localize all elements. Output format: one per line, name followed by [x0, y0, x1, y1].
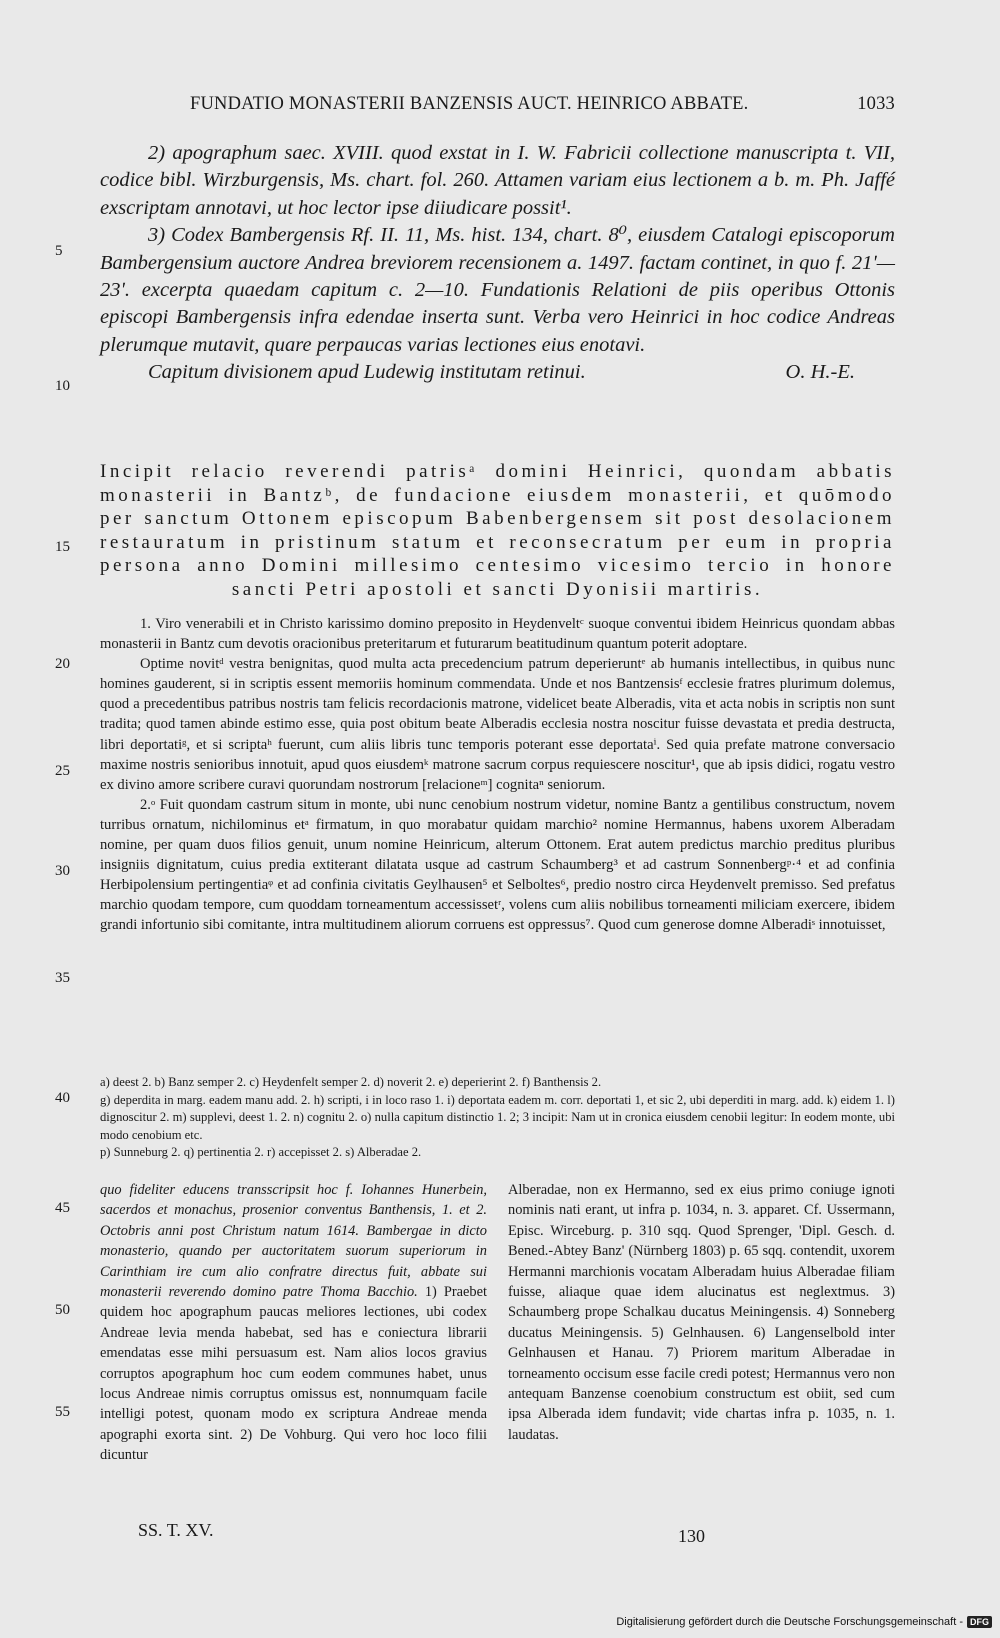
digitization-credit — [616, 1616, 992, 1628]
editor-introduction — [100, 140, 895, 387]
text-paragraph: Optime novitᵈ vestra benignitas, quod multa acta precedencium patrum deperieruntᵉ ab humanis intellectibus, in quibus nunc homines gauderent, si in scriptis essent memoriis hominum commendata. Unde et nos Bantzensisᶠ ecclesie fratres plurimum dolemus, quod a precedentibus patribus nostris tam felicis recordacionis matrone, videlicet beate Alberadis, vita et acta nobis in scriptis non sunt tradita; quod tamen abinde estimo esse, quia post obitum beate Alberadis ecclesia nostra noscitur fuisse devastata et predia destructa, libri deportatiᵍ, et si scriptaʰ fuerunt, cum aliis libris tunc temporis poterant esse deportataⁱ. Sed quia prefate matrone conversacio maxime nostris senioribus innotuit, apud quos eiusdemᵏ matrone sacrum corpus requiescere noscitur¹, que ab ipsis didici, rogatu vestro ex divino amore scribere curavi quorundam nostrorum [relacioneᵐ] cognitaⁿ seniorum. — [100, 656, 895, 793]
commentary-italic-text: quo fideliter educens transscripsit hoc f. Iohannes Hunerbein, sacerdos et monachus, prosenior conventus Banthensis, 1. et 2. Octobris anni post Christum natum 1614. Bambergae in dicto monasterio, quando per auctoritatem suorum superiorum in Carinthiam ire cum alio confratre directus fuit, abbate sui monasterii reverendo domino patre Thoma Bacchio. — [100, 1182, 487, 1301]
credit-text: Digitalisierung gefördert durch die Deutsche Forschungsgemeinschaft - — [616, 1616, 963, 1628]
intro-signoff — [100, 359, 895, 386]
line-number: 25 — [55, 763, 70, 779]
header-page-number: 1033 — [857, 94, 895, 114]
header-title: FUNDATIO MONASTERII BANZENSIS AUCT. HEINRICO ABBATE. — [190, 94, 749, 114]
main-text — [100, 614, 895, 936]
editor-signature: O. H.-E. — [785, 361, 855, 384]
commentary-notes — [100, 1180, 895, 1466]
line-number: 35 — [55, 970, 70, 986]
footnote-line: a) deest 2. b) Banz semper 2. c) Heydenfelt semper 2. d) noverit 2. e) deperierint 2. f) Banthensis 2. — [100, 1075, 602, 1089]
commentary-left-column — [100, 1180, 487, 1466]
incipit-heading: Incipit relacio reverendi patrisᵃ domini Heinrici, quondam abbatis monasterii in Bantzᵇ, de fundacione eiusdem monasterii, et quōmodo per sanctum Ottonem episcopum Babenbergensem sit post desolacionem restauratum in pristinum statum et reconsecratum per eum in propria persona anno Domini millesimo centesimo vicesimo tercio in honore sancti Petri apostoli et sancti Dyonisii martiris. — [100, 461, 895, 600]
commentary-right-column — [508, 1180, 895, 1466]
line-number: 5 — [55, 243, 63, 259]
commentary-text: 1) Praebet quidem hoc apographum paucas meliores lectiones, ubi codex Andreae levia menda habebat, sed has e coniectura librarii emendatas esse mihi persuasum est. Nam alios locos gravius corruptos apographum hoc cum eodem communes habet, unus locus Andreae nimis corruptus omissus est, nonnumquam facile intelligi potest, quonam modo ex scriptura Andreae menda apographi exorta sint. 2) De Vohburg. Qui vero hoc loco filii dicuntur — [100, 1284, 487, 1464]
text-paragraph: 2.ᵒ Fuit quondam castrum situm in monte, ubi nunc cenobium nostrum videtur, nomine Bantz a gentilibus constructum, novem turribus ornatum, nichilominus etᵃ firmatum, in quo morabatur quidam marchio² nomine Hermannus, habens uxorem Alberadam nomine, per quam duos filios genuit, unum nomine Heinricum, alterum Ottonem. Erat autem predictus marchio preditus pluribus insigniis dignitatum, cuius predia extiterant dilatata usque ad castrum Schaumberg³ et ad castrum Sonnenbergᵖ·⁴ et ad confinia Herbipolensium pertingentiaᵠ et ad confinia civitatis Geylhausen⁵ et Selboltes⁶, predio nostro circa Heydenvelt premisso. Sed prefatus marchio quodam tempore, cum quoddam torneamentum accessissetʳ, volens cum aliis nobilibus torneamenti miliciam exercere, ibidem grandi infortunio sibi comitante, intra multitudinem aliorum corruens est oppressus⁷. Quod cum generose domne Alberadiˢ innotuisset, — [100, 796, 895, 934]
sheet-number: 130 — [678, 1526, 705, 1546]
line-number: 30 — [55, 863, 70, 879]
line-number: 45 — [55, 1200, 70, 1216]
line-number: 10 — [55, 378, 70, 394]
intro-paragraph: 2) apographum saec. XVIII. quod exstat in I. W. Fabricii collectione manuscripta t. VII, codice bibl. Wirzburgensis, Ms. chart. fol. 260. Attamen variam eius lectionem a b. m. Ph. Jaffé exscriptam annotavi, ut hoc lector ipse diiudicare possit¹. — [100, 142, 895, 219]
series-signature: SS. T. XV. — [138, 1520, 214, 1540]
critical-apparatus — [100, 1074, 895, 1162]
running-header — [190, 94, 895, 115]
commentary-text: Alberadae, non ex Hermanno, sed ex eius primo coniuge ignoti nominis nati erant, ut infra p. 1034, n. 3. apparet. Cf. Ussermann, Episc. Wirceburg. p. 310 sqq. Quod Sprenger, 'Dipl. Gesch. d. Bened.-Abtey Banz' (Nürnberg 1803) p. 65 sqq. contendit, uxorem Hermanni marchionis vocatam Alberadam huius Alberadae filiam fuisse, aliaque quae idem alucinatus est neglextmus. 3) Schaumberg prope Schalkau ducatus Meiningensis. 4) Sonneberg ducatus Meiningensis. 5) Gelnhausen. 6) Langenselbold inter Gelnhausen et Hanau. 7) Priorem maritum Alberadae in torneamento occisum esse facile credi potest; Hermannus vero non antequam Banzense coenobium constructum est obiit, sed cum ipsa Alberada idem fundavit; vide chartas infra p. 1035, n. 1. laudatas. — [508, 1182, 895, 1443]
intro-last-line: Capitum divisionem apud Ludewig institutam retinui. — [148, 361, 586, 384]
footnote-line: p) Sunneburg 2. q) pertinentia 2. r) accepisset 2. s) Alberadae 2. — [100, 1145, 422, 1160]
line-number: 50 — [55, 1302, 70, 1318]
footnote-line: g) deperdita in marg. eadem manu add. 2. h) scripti, i in loco raso 1. i) deportata eadem m. corr. deportati 1, et sic 2, ubi deperditi in marg. add. k) eidem 1. l) dignoscitur 2. m) supplevi, deest 1. 2. n) cognitu 2. o) nulla capitum distinctio 1. 2; 3 incipit: Nam ut in cronica eiusdem cenobii legitur: In eodem monte, ubi modo cenobium etc. — [100, 1092, 895, 1142]
dfg-logo-icon: DFG — [967, 1616, 992, 1628]
line-number: 55 — [55, 1404, 70, 1420]
line-number: 20 — [55, 656, 70, 672]
line-number: 40 — [55, 1090, 70, 1106]
intro-paragraph: 3) Codex Bambergensis Rf. II. 11, Ms. hist. 134, chart. 8⁰, eiusdem Catalogi episcoporum Bambergensium auctore Andrea breviorem recensionem a. 1497. factam continet, in quo f. 21ʹ—23ʹ. excerpta quaedam capitum c. 2—10. Fundationis Relationi de piis operibus Ottonis episcopi Bambergensis infra edendae inserta sunt. Verba vero Heinrici in hoc codice Andreas plerumque mutavit, quare perpaucas varias lectiones eius enotavi. — [100, 224, 895, 356]
text-paragraph: 1. Viro venerabili et in Christo karissimo domino preposito in Heydenveltᶜ suoque conventui ibidem Heinricus quondam abbas monasterii in Bantz cum devotis oracionibus preteritarum et futurarum beatitudinum quantum poterit adoptare. — [100, 616, 895, 653]
line-number: 15 — [55, 539, 70, 555]
